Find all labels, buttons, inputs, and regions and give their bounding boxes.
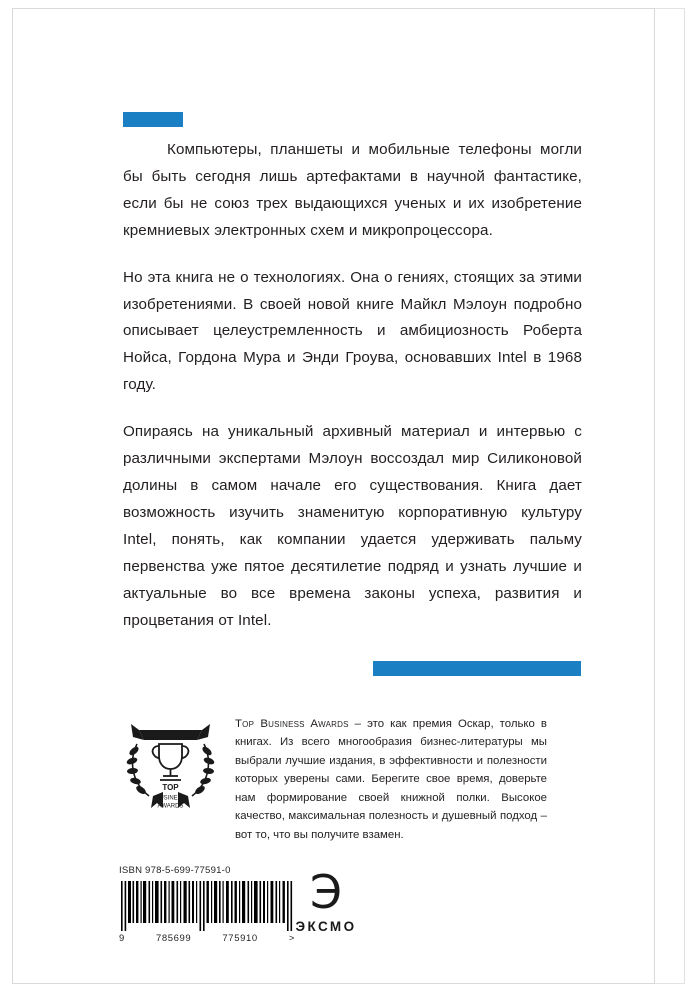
barcode-digit-group-2: 775910: [222, 933, 258, 944]
award-description-text: – это как премия Оскар, только в книгах. Из всего многообразия бизнес-литературы мы выбрали лучшие издания, в эффективности и полезности которых уверены сами. Берегите свое время, доверьте нам формирование своей книжной полки. Высокое качество, максимальная полезность и душевный подход – вот то, что вы получите взамен.: [235, 718, 547, 841]
accent-bar-bottom: [373, 661, 581, 676]
award-description: [235, 715, 547, 844]
barcode-digit-group-1: 785699: [156, 933, 192, 944]
barcode-digit-suffix: >: [288, 933, 295, 944]
award-brand-name: Top Business Awards: [235, 718, 349, 730]
isbn-label: ISBN 978-5-699-77591-0: [119, 865, 231, 876]
seal-line-2: BUSINESS: [155, 795, 186, 802]
top-business-awards-seal: [123, 704, 218, 814]
publisher-logo: [281, 865, 371, 934]
blurb-paragraph-1: Компьютеры, планшеты и мобильные телефоны могли бы быть сегодня лишь артефактами в научной фантастике, если бы не союз трех выдающихся ученых и их изобретение кремниевых электронных схем и микропроцессора.: [123, 141, 582, 239]
cover-panel: [12, 8, 655, 984]
accent-bar-top: [123, 112, 183, 127]
blurb-paragraph-2: Но эта книга не о технологиях. Она о гениях, стоящих за этими изобретениями. В своей новой книге Майкл Мэлоун подробно описывает целеустремленность и амбициозность Роберта Нойса, Гордона Мура и Энди Гроува, основавших Intel в 1968 году.: [123, 268, 582, 394]
barcode-image: [119, 881, 295, 931]
blurb-text-block: [123, 137, 582, 634]
seal-line-1: TOP: [162, 783, 179, 792]
blurb-paragraph-3: Опираясь на уникальный архивный материал и интервью с различными экспертами Мэлоун воссоздал мир Силиконовой долины в самом начале его существования. Книга дает возможность изучить знаменитую корпоративную культуру Intel, понять, как компании удается удерживать пальму первенства уже пятое десятилетие подряд и узнать лучшие и актуальные во все времена законы успеха, развития и процветания от Intel.: [123, 423, 582, 629]
barcode-digit-prefix: 9: [119, 933, 125, 944]
award-description-block: [235, 715, 547, 844]
seal-line-3: AWARDS: [157, 803, 184, 810]
cover-edge-strip: [655, 8, 685, 984]
publisher-name: ЭКСМО: [295, 919, 357, 934]
barcode-digits: [119, 933, 295, 944]
isbn-barcode-block: [119, 865, 299, 944]
publisher-mark: Э: [309, 865, 343, 919]
